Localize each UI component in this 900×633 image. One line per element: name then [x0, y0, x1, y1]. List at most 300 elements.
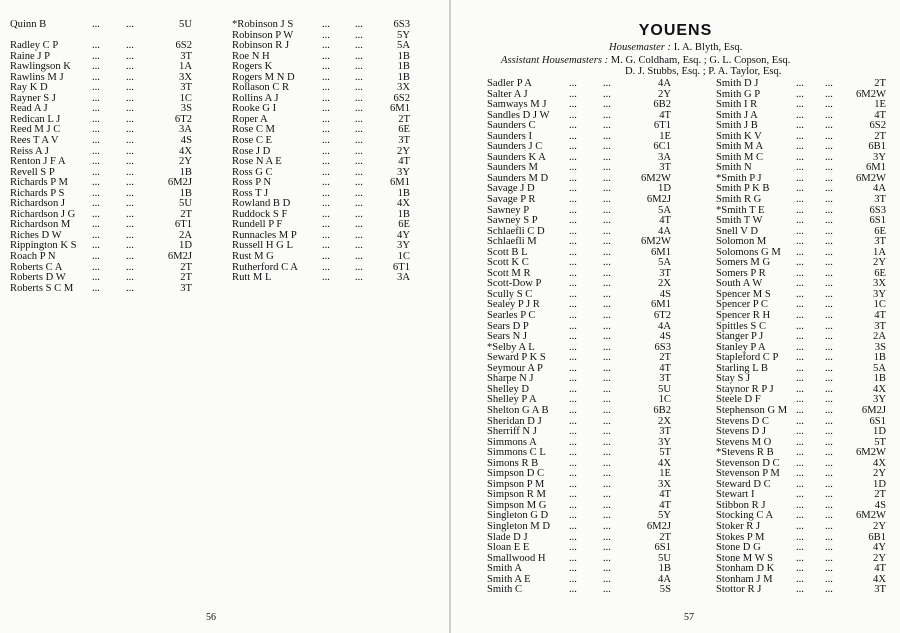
- student-name: Robinson R J: [232, 40, 290, 52]
- leader-dots: ...: [796, 584, 804, 596]
- student-name: Smith M A: [716, 141, 764, 153]
- leader-dots: ...: [603, 109, 611, 121]
- student-name: Sears N J: [487, 331, 528, 343]
- form-code: 2T: [874, 489, 886, 501]
- leader-dots: ...: [92, 219, 100, 231]
- leader-dots: ...: [569, 531, 577, 543]
- student-name: Rogers K: [232, 61, 273, 73]
- student-name: *Selby A L: [487, 341, 535, 353]
- student-name: *Smith P J: [716, 172, 762, 184]
- form-code: 4A: [658, 78, 671, 89]
- assistants-names-1: M. G. Coldham, Esq. ; G. L. Copson, Esq.: [610, 55, 791, 66]
- student-name: Smith R G: [716, 194, 762, 206]
- leader-dots: ...: [355, 124, 363, 136]
- student-name: Smith M C: [716, 151, 764, 163]
- leader-dots: ...: [796, 331, 804, 343]
- leader-dots: ...: [355, 29, 363, 41]
- leader-dots: ...: [796, 120, 804, 132]
- leader-dots: ...: [569, 489, 577, 501]
- leader-dots: ...: [322, 166, 330, 178]
- list-item: [487, 585, 683, 596]
- assistants-line-2: [625, 66, 781, 77]
- student-name: Stibbon R J: [716, 499, 766, 511]
- leader-dots: ...: [603, 457, 611, 469]
- assistants-label: Assistant Housemasters :: [501, 55, 609, 66]
- leader-dots: ...: [603, 542, 611, 554]
- form-code: 4T: [398, 156, 410, 168]
- form-code: 1D: [658, 183, 671, 195]
- list-item: [10, 252, 210, 263]
- leader-dots: ...: [825, 225, 833, 237]
- form-code: 6B1: [868, 531, 886, 543]
- leader-dots: ...: [569, 510, 577, 522]
- leader-dots: ...: [322, 50, 330, 62]
- leader-dots: ...: [603, 531, 611, 543]
- student-name: Sealey P J R: [487, 299, 540, 311]
- form-code: 4S: [180, 135, 192, 147]
- leader-dots: ...: [322, 272, 330, 284]
- form-code: 6S2: [175, 40, 192, 52]
- leader-dots: ...: [126, 261, 134, 273]
- leader-dots: ...: [603, 99, 611, 111]
- student-name: Revell S P: [10, 166, 55, 178]
- student-name: Scott M R: [487, 267, 531, 279]
- leader-dots: ...: [126, 113, 134, 125]
- student-name: Reed M J C: [10, 124, 61, 136]
- form-code: 2T: [874, 130, 886, 142]
- leader-dots: ...: [603, 478, 611, 490]
- student-name: Rooke G I: [232, 103, 277, 115]
- leader-dots: ...: [825, 457, 833, 469]
- student-name: Simpson D C: [487, 468, 545, 480]
- housemaster-label: Housemaster :: [609, 42, 672, 53]
- student-name: Roberts D W: [10, 272, 66, 284]
- student-name: Scully S C: [487, 288, 533, 300]
- student-name: Singleton G D: [487, 510, 549, 522]
- student-name: Stokes P M: [716, 531, 765, 543]
- form-code: 6B2: [653, 404, 671, 416]
- leader-dots: ...: [825, 447, 833, 459]
- leader-dots: ...: [569, 246, 577, 258]
- list-item: [716, 522, 892, 533]
- form-code: 5S: [659, 584, 671, 596]
- leader-dots: ...: [603, 88, 611, 100]
- leader-dots: ...: [603, 78, 611, 89]
- leader-dots: ...: [603, 320, 611, 332]
- form-code: 6S1: [869, 415, 886, 427]
- leader-dots: ...: [825, 120, 833, 132]
- leader-dots: ...: [825, 204, 833, 216]
- form-code: 6E: [398, 124, 410, 136]
- form-code: 4X: [873, 573, 886, 585]
- leader-dots: ...: [796, 489, 804, 501]
- form-code: 6M2W: [640, 236, 671, 248]
- form-code: 1C: [397, 251, 410, 263]
- leader-dots: ...: [126, 135, 134, 147]
- form-code: 3Y: [873, 394, 886, 406]
- leader-dots: ...: [569, 183, 577, 195]
- leader-dots: ...: [126, 198, 134, 210]
- student-name: Russell H G L: [232, 240, 293, 252]
- form-code: 3A: [658, 151, 671, 163]
- student-name: Quinn B: [10, 19, 47, 30]
- student-name: Smith A E: [487, 573, 531, 585]
- leader-dots: ...: [796, 394, 804, 406]
- form-code: 6T1: [174, 219, 192, 231]
- student-name: Smith P K B: [716, 183, 770, 195]
- leader-dots: ...: [796, 468, 804, 480]
- student-name: Richards P S: [10, 187, 65, 199]
- student-name: Sadler P A: [487, 78, 532, 89]
- form-code: 6M2J: [167, 177, 192, 189]
- leader-dots: ...: [796, 194, 804, 206]
- student-name: Runnacles M P: [232, 229, 297, 241]
- student-name: Richardson J G: [10, 208, 76, 220]
- leader-dots: ...: [355, 61, 363, 73]
- student-name: Scott K C: [487, 257, 529, 269]
- leader-dots: ...: [603, 162, 611, 174]
- student-name: Savage P R: [487, 194, 536, 206]
- student-name: Richards P M: [10, 177, 68, 189]
- student-name: Scott-Dow P: [487, 278, 542, 290]
- form-code: 1E: [659, 468, 671, 480]
- student-name: Rundell P F: [232, 219, 283, 231]
- form-code: 4T: [874, 109, 886, 121]
- leader-dots: ...: [322, 177, 330, 189]
- form-code: 2T: [398, 113, 410, 125]
- student-name: Rippington K S: [10, 240, 77, 252]
- leader-dots: ...: [569, 573, 577, 585]
- form-code: 4S: [659, 331, 671, 343]
- form-code: 3X: [397, 82, 410, 94]
- form-code: 2T: [659, 352, 671, 364]
- student-name: Rose C E: [232, 135, 273, 147]
- leader-dots: ...: [322, 198, 330, 210]
- student-name: Stanger P J: [716, 331, 764, 343]
- form-code: 3T: [659, 373, 671, 385]
- form-code: 4X: [397, 198, 410, 210]
- leader-dots: ...: [603, 225, 611, 237]
- form-code: 2T: [180, 261, 192, 273]
- leader-dots: ...: [603, 257, 611, 269]
- student-name: Saunders M: [487, 162, 538, 174]
- form-code: 3T: [180, 82, 192, 94]
- leader-dots: ...: [825, 552, 833, 564]
- list-item: [487, 79, 683, 90]
- student-name: Simons R B: [487, 457, 539, 469]
- leader-dots: ...: [796, 183, 804, 195]
- form-code: 3T: [180, 282, 192, 294]
- form-code: 2A: [873, 331, 886, 343]
- leader-dots: ...: [569, 278, 577, 290]
- student-name: *Smith T E: [716, 204, 765, 216]
- student-name: Smith K V: [716, 130, 762, 142]
- student-name: Richardson J: [10, 198, 66, 210]
- form-code: 6M2W: [855, 88, 886, 100]
- leader-dots: ...: [322, 156, 330, 168]
- leader-dots: ...: [569, 373, 577, 385]
- leader-dots: ...: [569, 130, 577, 142]
- leader-dots: ...: [796, 542, 804, 554]
- leader-dots: ...: [92, 166, 100, 178]
- leader-dots: ...: [796, 404, 804, 416]
- form-code: 6S3: [393, 19, 410, 30]
- leader-dots: ...: [603, 278, 611, 290]
- leader-dots: ...: [603, 151, 611, 163]
- student-name: Seward P K S: [487, 352, 546, 364]
- leader-dots: ...: [569, 426, 577, 438]
- leader-dots: ...: [126, 40, 134, 52]
- form-code: 3Y: [397, 240, 410, 252]
- student-name: Stay S J: [716, 373, 751, 385]
- form-code: 1B: [179, 187, 192, 199]
- leader-dots: ...: [355, 92, 363, 104]
- assistants-names-2: D. J. Stubbs, Esq. ; P. A. Taylor, Esq.: [625, 66, 782, 77]
- form-code: 2Y: [873, 520, 886, 532]
- leader-dots: ...: [126, 251, 134, 263]
- leader-dots: ...: [355, 19, 363, 30]
- form-code: 1C: [179, 92, 192, 104]
- leader-dots: ...: [796, 310, 804, 322]
- housemaster-name: I. A. Blyth, Esq.: [673, 42, 743, 53]
- leader-dots: ...: [126, 187, 134, 199]
- leader-dots: ...: [796, 520, 804, 532]
- leader-dots: ...: [825, 341, 833, 353]
- form-code: 3Y: [397, 166, 410, 178]
- student-name: Simpson R M: [487, 489, 546, 501]
- leader-dots: ...: [569, 267, 577, 279]
- student-name: Schlaefli C D: [487, 225, 545, 237]
- student-name: Stonham J M: [716, 573, 773, 585]
- leader-dots: ...: [603, 520, 611, 532]
- leader-dots: ...: [825, 172, 833, 184]
- form-code: 3T: [659, 162, 671, 174]
- leader-dots: ...: [825, 531, 833, 543]
- list-item: [487, 427, 683, 438]
- leader-dots: ...: [126, 71, 134, 83]
- leader-dots: ...: [603, 563, 611, 575]
- leader-dots: ...: [825, 257, 833, 269]
- leader-dots: ...: [569, 362, 577, 374]
- student-name: Searles P C: [487, 310, 536, 322]
- list-item: [232, 20, 432, 31]
- leader-dots: ...: [355, 229, 363, 241]
- leader-dots: ...: [825, 99, 833, 111]
- form-code: 2X: [658, 278, 671, 290]
- form-code: 5U: [179, 19, 192, 30]
- leader-dots: ...: [322, 208, 330, 220]
- leader-dots: ...: [126, 103, 134, 115]
- form-code: 4A: [658, 573, 671, 585]
- leader-dots: ...: [355, 40, 363, 52]
- student-name: Rollins A J: [232, 92, 279, 104]
- form-code: 6E: [874, 267, 886, 279]
- student-name: Solomons G M: [716, 246, 781, 258]
- form-code: 3Y: [873, 151, 886, 163]
- leader-dots: ...: [92, 177, 100, 189]
- leader-dots: ...: [569, 99, 577, 111]
- form-code: 6S2: [393, 92, 410, 104]
- student-name: Schlaefli M: [487, 236, 537, 248]
- leader-dots: ...: [322, 187, 330, 199]
- leader-dots: ...: [92, 261, 100, 273]
- leader-dots: ...: [796, 257, 804, 269]
- list-item: [487, 406, 683, 417]
- form-code: 6M2W: [855, 510, 886, 522]
- student-name: Smith G P: [716, 88, 761, 100]
- student-name: Smallwood H: [487, 552, 546, 564]
- leader-dots: ...: [569, 436, 577, 448]
- leader-dots: ...: [126, 282, 134, 294]
- student-name: Saunders M D: [487, 172, 549, 184]
- leader-dots: ...: [569, 88, 577, 100]
- student-name: South A W: [716, 278, 763, 290]
- form-code: 5Y: [397, 29, 410, 41]
- student-name: Stonham D K: [716, 563, 775, 575]
- leader-dots: ...: [92, 92, 100, 104]
- leader-dots: ...: [796, 573, 804, 585]
- leader-dots: ...: [796, 151, 804, 163]
- leader-dots: ...: [603, 436, 611, 448]
- student-name: Sears D P: [487, 320, 529, 332]
- form-code: 4T: [659, 499, 671, 511]
- leader-dots: ...: [603, 404, 611, 416]
- list-item: [10, 284, 210, 295]
- leader-dots: ...: [126, 145, 134, 157]
- leader-dots: ...: [825, 404, 833, 416]
- student-name: Read A J: [10, 103, 48, 115]
- student-name: Sherriff N J: [487, 426, 537, 438]
- form-code: 4T: [874, 563, 886, 575]
- list-item: [487, 311, 683, 322]
- form-code: 4T: [659, 109, 671, 121]
- student-name: Stevens D J: [716, 426, 767, 438]
- leader-dots: ...: [126, 166, 134, 178]
- form-code: 4T: [659, 215, 671, 227]
- student-name: Rose J D: [232, 145, 271, 157]
- student-name: Stottor R J: [716, 584, 762, 596]
- student-name: Rutherford C A: [232, 261, 298, 273]
- leader-dots: ...: [796, 447, 804, 459]
- form-code: 4X: [658, 457, 671, 469]
- student-name: Simpson M G: [487, 499, 547, 511]
- leader-dots: ...: [126, 156, 134, 168]
- leader-dots: ...: [825, 468, 833, 480]
- leader-dots: ...: [92, 282, 100, 294]
- leader-dots: ...: [322, 145, 330, 157]
- leader-dots: ...: [603, 447, 611, 459]
- leader-dots: ...: [796, 478, 804, 490]
- student-name: Rose N A E: [232, 156, 282, 168]
- student-name: Roach P N: [10, 251, 56, 263]
- form-code: 6M2J: [646, 194, 671, 206]
- leader-dots: ...: [322, 251, 330, 263]
- leader-dots: ...: [92, 40, 100, 52]
- leader-dots: ...: [825, 320, 833, 332]
- leader-dots: ...: [92, 208, 100, 220]
- form-code: 3S: [180, 103, 192, 115]
- list-item: [10, 20, 210, 31]
- form-code: 4X: [179, 145, 192, 157]
- student-name: *Robinson J S: [232, 19, 294, 30]
- leader-dots: ...: [92, 187, 100, 199]
- house-title: YOUENS: [638, 22, 713, 39]
- student-name: Ross G C: [232, 166, 273, 178]
- form-code: 6S3: [869, 204, 886, 216]
- leader-dots: ...: [796, 531, 804, 543]
- leader-dots: ...: [355, 156, 363, 168]
- student-name: Shelley D: [487, 383, 530, 395]
- leader-dots: ...: [603, 267, 611, 279]
- leader-dots: ...: [92, 19, 100, 30]
- leader-dots: ...: [322, 29, 330, 41]
- student-name: Saunders J C: [487, 141, 543, 153]
- form-code: 6S2: [869, 120, 886, 132]
- student-name: Sandles D J W: [487, 109, 550, 121]
- leader-dots: ...: [569, 404, 577, 416]
- leader-dots: ...: [825, 373, 833, 385]
- form-code: 4T: [659, 489, 671, 501]
- leader-dots: ...: [825, 151, 833, 163]
- form-code: 1A: [873, 246, 886, 258]
- leader-dots: ...: [603, 204, 611, 216]
- form-code: 6S3: [654, 341, 671, 353]
- form-code: 2A: [179, 229, 192, 241]
- leader-dots: ...: [92, 103, 100, 115]
- student-name: Stephenson G M: [716, 404, 788, 416]
- leader-dots: ...: [355, 187, 363, 199]
- leader-dots: ...: [92, 198, 100, 210]
- student-name: Starling L B: [716, 362, 768, 374]
- leader-dots: ...: [322, 113, 330, 125]
- leader-dots: ...: [825, 130, 833, 142]
- student-name: Stone D G: [716, 542, 761, 554]
- list-item: [487, 522, 683, 533]
- leader-dots: ...: [322, 92, 330, 104]
- form-code: 1B: [873, 352, 886, 364]
- leader-dots: ...: [92, 71, 100, 83]
- leader-dots: ...: [796, 499, 804, 511]
- form-code: 2Y: [873, 257, 886, 269]
- leader-dots: ...: [603, 194, 611, 206]
- form-code: 1D: [873, 478, 886, 490]
- leader-dots: ...: [796, 215, 804, 227]
- form-code: 3Y: [658, 436, 671, 448]
- leader-dots: ...: [796, 278, 804, 290]
- left-page: [0, 0, 449, 633]
- form-code: 6T2: [174, 113, 192, 125]
- leader-dots: ...: [569, 352, 577, 364]
- leader-dots: ...: [92, 240, 100, 252]
- list-item: [716, 195, 892, 206]
- leader-dots: ...: [796, 236, 804, 248]
- student-name: Sheridan D J: [487, 415, 542, 427]
- form-code: 2T: [180, 272, 192, 284]
- student-name: Roe N H: [232, 50, 270, 62]
- leader-dots: ...: [825, 426, 833, 438]
- leader-dots: ...: [825, 436, 833, 448]
- leader-dots: ...: [126, 61, 134, 73]
- form-code: 3T: [659, 426, 671, 438]
- leader-dots: ...: [126, 272, 134, 284]
- form-code: 6S1: [654, 542, 671, 554]
- student-name: Smith C: [487, 584, 523, 596]
- form-code: 1B: [397, 50, 410, 62]
- leader-dots: ...: [796, 373, 804, 385]
- student-name: Saunders I: [487, 130, 533, 142]
- assistants-line-1: [501, 55, 790, 66]
- leader-dots: ...: [825, 331, 833, 343]
